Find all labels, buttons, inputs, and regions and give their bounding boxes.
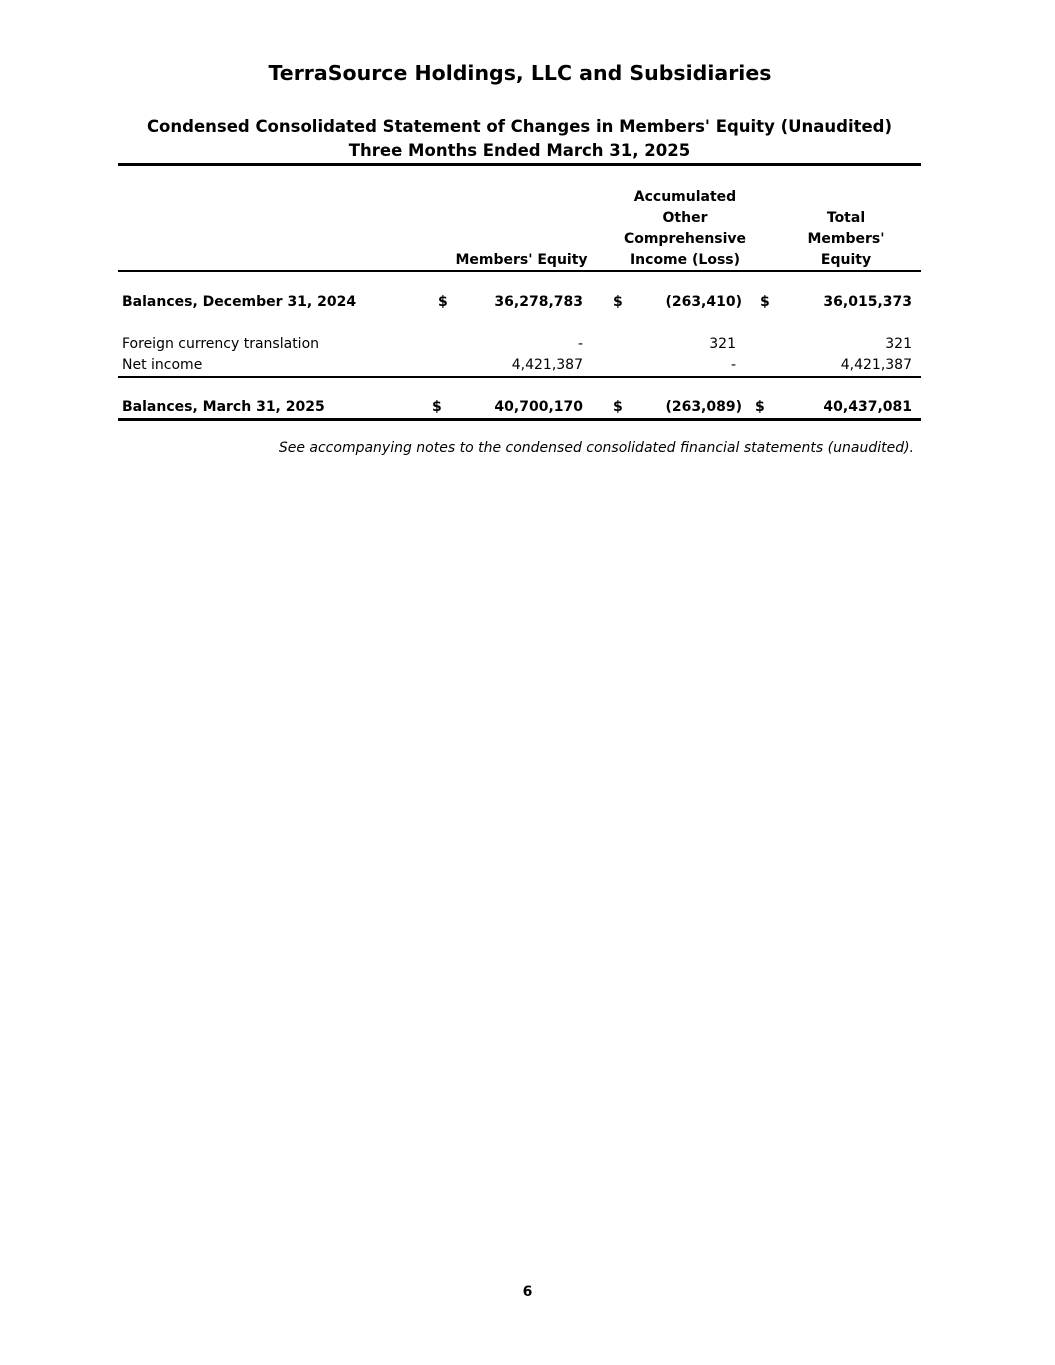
company-name: TerraSource Holdings, LLC and Subsidiaries (268, 61, 772, 85)
currency-symbol: $ (613, 294, 623, 310)
row-label: Balances, March 31, 2025 (122, 399, 325, 415)
col-header-total (786, 208, 906, 271)
currency-symbol: $ (432, 399, 442, 415)
page-number: 6 (522, 1284, 533, 1300)
table-row (0, 397, 1055, 417)
row-label: Foreign currency translation (122, 336, 320, 352)
col-header-aoci-line1: Accumulated (633, 189, 737, 205)
currency-symbol: $ (613, 399, 623, 415)
total-value: 40,437,081 (823, 399, 912, 415)
table-row (0, 334, 1055, 354)
col-header-aoci-line3: Comprehensive (623, 231, 747, 247)
col-header-aoci-line2: Other (662, 210, 708, 226)
members-equity-value: 36,278,783 (494, 294, 583, 310)
total-double-rule (118, 418, 921, 421)
footnote: See accompanying notes to the condensed consolidated financial statements (unaudited). (278, 440, 914, 456)
col-header-total-line1: Total (826, 210, 866, 226)
statement-title: Condensed Consolidated Statement of Changes in Members' Equity (Unaudited) (146, 117, 893, 136)
col-header-aoci (610, 187, 760, 271)
col-header-aoci-line4: Income (Loss) (629, 252, 741, 268)
aoci-value: 321 (709, 336, 736, 352)
total-value: 4,421,387 (840, 357, 912, 373)
members-equity-value: - (577, 336, 583, 352)
header-top-rule (118, 163, 921, 166)
aoci-value: (263,410) (665, 294, 742, 310)
table-row (0, 355, 1055, 375)
table-row (0, 292, 1055, 312)
total-value: 321 (885, 336, 912, 352)
header-bottom-rule (118, 270, 921, 272)
members-equity-value: 40,700,170 (494, 399, 583, 415)
currency-symbol: $ (760, 294, 770, 310)
col-header-total-line2: Members' (807, 231, 885, 247)
total-value: 36,015,373 (823, 294, 912, 310)
aoci-value: (263,089) (665, 399, 742, 415)
statement-period: Three Months Ended March 31, 2025 (348, 141, 691, 160)
currency-symbol: $ (438, 294, 448, 310)
subtotal-rule (118, 376, 921, 378)
currency-symbol: $ (755, 399, 765, 415)
aoci-value: - (730, 357, 736, 373)
col-header-members-equity: Members' Equity (455, 252, 588, 268)
members-equity-value: 4,421,387 (511, 357, 583, 373)
col-header-total-line3: Equity (820, 252, 872, 268)
row-label: Net income (122, 357, 203, 373)
row-label: Balances, December 31, 2024 (122, 294, 357, 310)
